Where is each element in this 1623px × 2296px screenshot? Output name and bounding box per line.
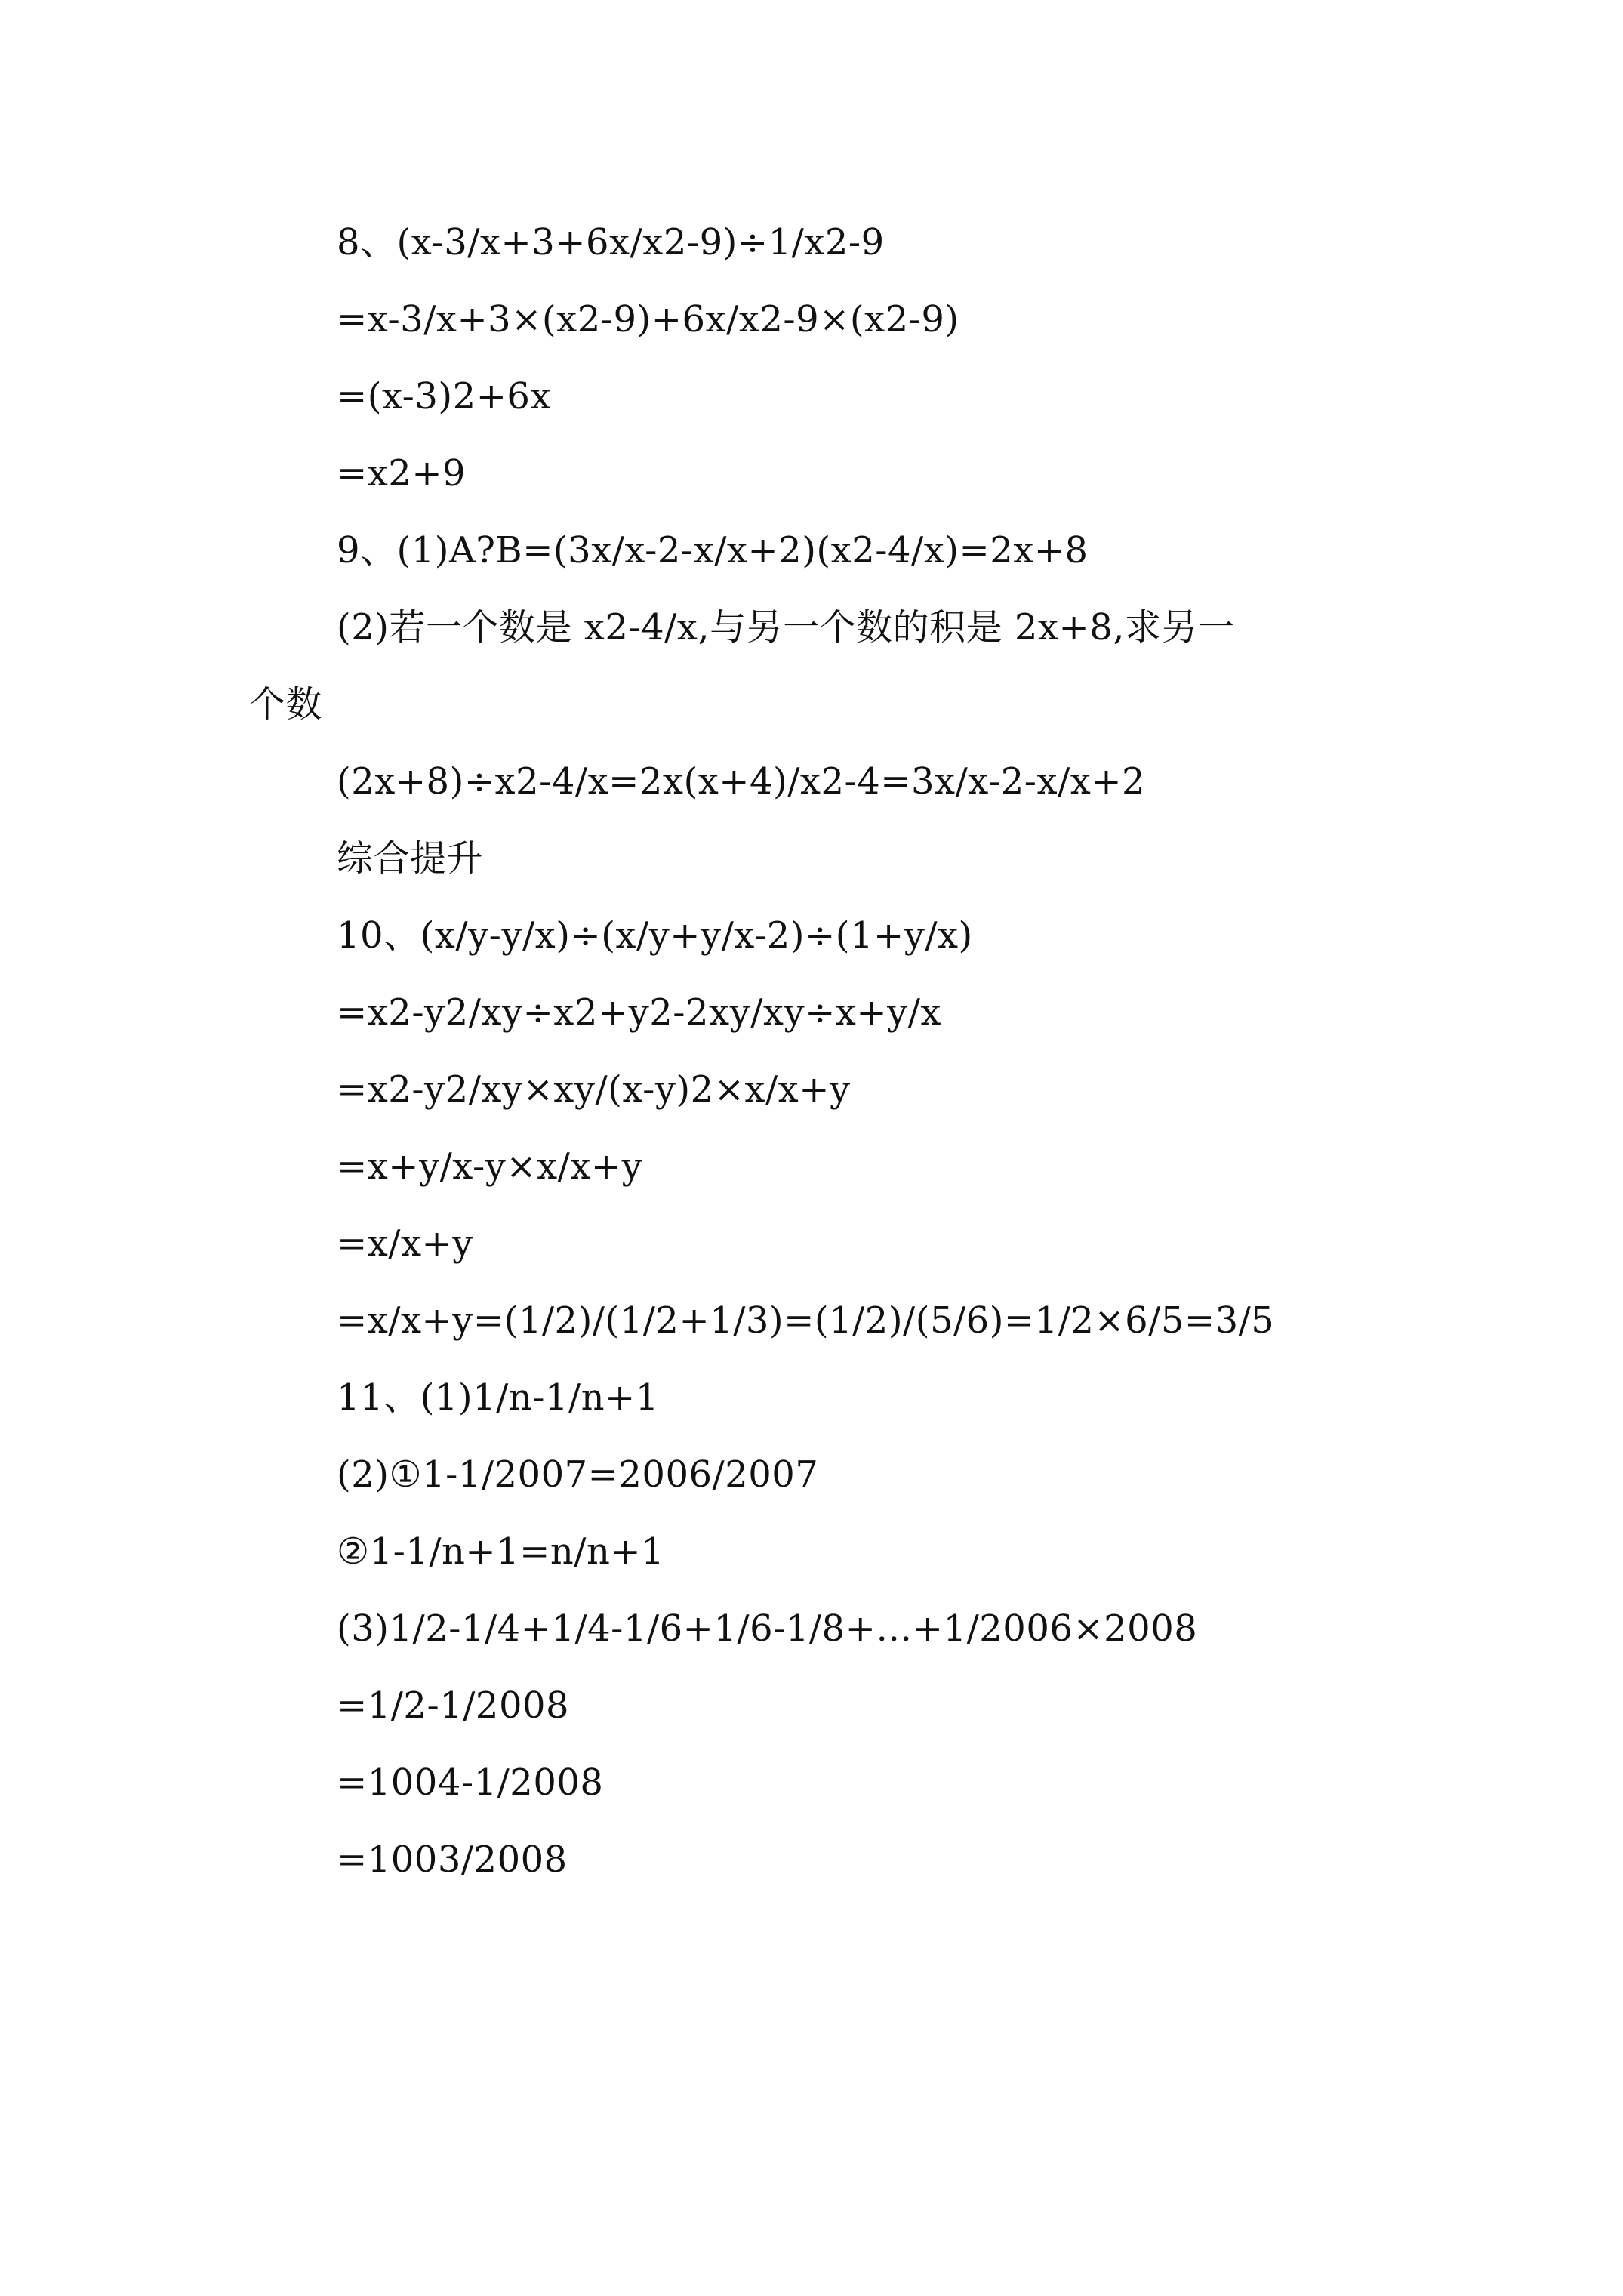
- text-line: =x2-y2/xy×xy/(x-y)2×x/x+y: [337, 1068, 851, 1111]
- text-line: (3)1/2-1/4+1/4-1/6+1/6-1/8+…+1/2006×2008: [337, 1607, 1198, 1650]
- text-line: =x2+9: [337, 452, 467, 495]
- text-line: (2)若一个数是 x2-4/x,与另一个数的积是 2x+8,求另一: [337, 606, 1235, 649]
- text-line: 11、(1)1/n-1/n+1: [337, 1376, 659, 1419]
- text-line: 8、(x-3/x+3+6x/x2-9)÷1/x2-9: [337, 221, 885, 264]
- text-line: =1003/2008: [337, 1838, 568, 1881]
- text-line: =(x-3)2+6x: [337, 375, 552, 418]
- text-line: 9、(1)A?B=(3x/x-2-x/x+2)(x2-4/x)=2x+8: [337, 529, 1089, 572]
- text-line: 10、(x/y-y/x)÷(x/y+y/x-2)÷(1+y/x): [337, 914, 973, 957]
- text-line: =x/x+y: [337, 1222, 473, 1265]
- text-line: =x+y/x-y×x/x+y: [337, 1145, 643, 1188]
- text-line: =x2-y2/xy÷x2+y2-2xy/xy÷x+y/x: [337, 991, 941, 1034]
- text-line: =x/x+y=(1/2)/(1/2+1/3)=(1/2)/(5/6)=1/2×6/5=3/5: [337, 1299, 1275, 1342]
- text-line: 个数: [249, 683, 323, 726]
- text-line: =1/2-1/2008: [337, 1684, 570, 1727]
- text-line: (2x+8)÷x2-4/x=2x(x+4)/x2-4=3x/x-2-x/x+2: [337, 760, 1146, 803]
- text-line: =x-3/x+3×(x2-9)+6x/x2-9×(x2-9): [337, 298, 959, 341]
- text-body: [0, 215, 1623, 1909]
- text-line: (2)①1-1/2007=2006/2007: [337, 1453, 819, 1496]
- text-line: =1004-1/2008: [337, 1761, 604, 1804]
- section-heading: 综合提升: [337, 837, 484, 880]
- text-line: ②1-1/n+1=n/n+1: [337, 1530, 665, 1573]
